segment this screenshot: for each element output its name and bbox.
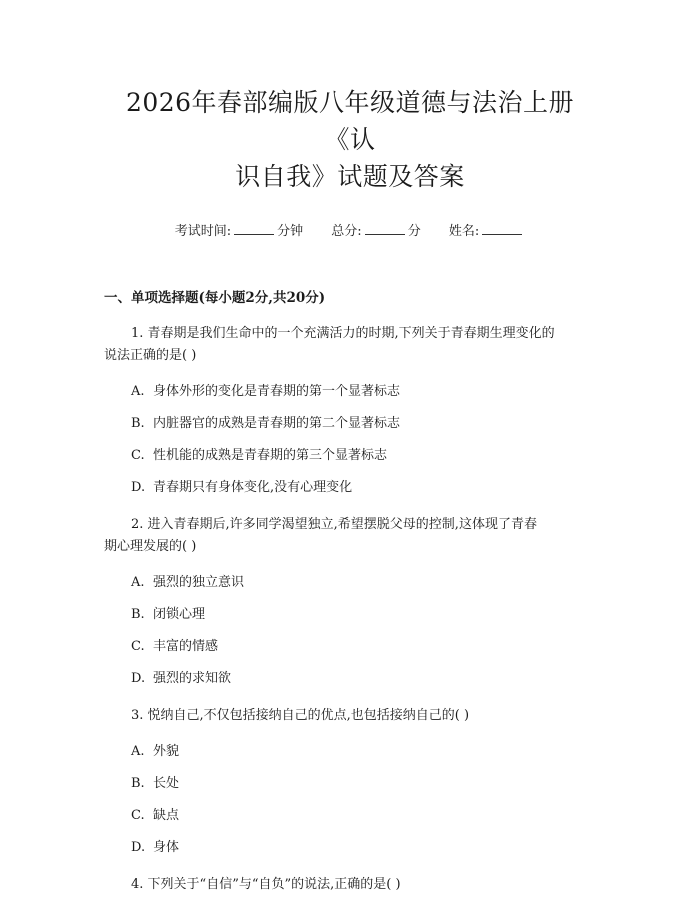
question-stem-line-2: 期心理发展的( ) [104,539,197,554]
question-1-option-b [104,413,596,435]
title-line-2: 识自我》试题及答案 [235,162,465,191]
option-letter: B. [131,776,145,791]
total-score-unit: 分 [407,224,421,239]
question-3-stem [131,705,596,727]
option-text: 身体 [153,840,180,855]
option-text: 青春期只有身体变化,没有心理变化 [153,480,353,495]
title-line-1: 2026年春部编版八年级道德与法治上册《认 [125,88,575,154]
exam-time-field [175,222,303,241]
question-1-option-a [104,381,596,403]
option-letter: C. [131,639,145,654]
question-1 [104,323,596,367]
exam-info-row [104,222,596,241]
option-letter: A. [131,575,145,590]
question-2 [104,514,596,558]
question-number: 2. [131,517,144,532]
option-text: 强烈的求知欲 [153,671,232,686]
option-text: 长处 [153,776,180,791]
option-letter: B. [131,607,145,622]
option-text: 外貌 [153,744,180,759]
name-field [449,222,525,241]
option-letter: B. [131,416,145,431]
question-number: 1. [131,326,144,341]
question-3-option-a [104,741,596,763]
question-2-stem [104,514,596,558]
total-score-label: 总分: [331,224,362,239]
option-letter: C. [131,448,145,463]
question-stem-line-1: 悦纳自己,不仅包括接纳自己的优点,也包括接纳自己的( ) [147,708,470,723]
option-letter: A. [131,744,145,759]
question-stem-line-1: 下列关于“自信”与“自负”的说法,正确的是( ) [147,877,401,892]
option-text: 身体外形的变化是青春期的第一个显著标志 [153,384,401,399]
question-number: 4. [131,877,144,892]
total-score-field [331,222,420,241]
question-4-stem [131,874,596,896]
question-2-option-d [104,668,596,690]
question-2-option-a [104,572,596,594]
option-text: 丰富的情感 [153,639,219,654]
question-2-option-b [104,604,596,626]
question-1-option-c [104,445,596,467]
question-3-option-d [104,837,596,859]
option-letter: D. [131,671,146,686]
question-1-stem [104,323,596,367]
option-letter: D. [131,480,146,495]
question-stem-line-2: 说法正确的是( ) [104,348,197,363]
option-letter: A. [131,384,145,399]
exam-time-unit: 分钟 [277,224,304,239]
question-3 [104,705,596,727]
option-text: 内脏器官的成熟是青春期的第二个显著标志 [153,416,401,431]
option-letter: C. [131,808,145,823]
question-1-option-d [104,477,596,499]
section-heading: 一、单项选择题(每小题2分,共20分) [104,290,326,306]
option-text: 性机能的成熟是青春期的第三个显著标志 [153,448,388,463]
question-3-option-c [104,805,596,827]
option-text: 闭锁心理 [153,607,206,622]
question-number: 3. [131,708,144,723]
question-4 [104,874,596,896]
exam-time-blank [234,222,274,235]
document-title [104,0,596,195]
question-2-option-c [104,636,596,658]
option-letter: D. [131,840,146,855]
exam-time-label: 考试时间: [174,224,232,239]
question-stem-line-1: 进入青春期后,许多同学渴望独立,希望摆脱父母的控制,这体现了青春 [147,517,537,532]
name-blank [482,222,522,235]
option-text: 缺点 [153,808,180,823]
total-score-blank [365,222,405,235]
question-3-option-b [104,773,596,795]
name-label: 姓名: [448,224,480,239]
question-stem-line-1: 青春期是我们生命中的一个充满活力的时期,下列关于青春期生理变化的 [147,326,555,341]
option-text: 强烈的独立意识 [153,575,245,590]
